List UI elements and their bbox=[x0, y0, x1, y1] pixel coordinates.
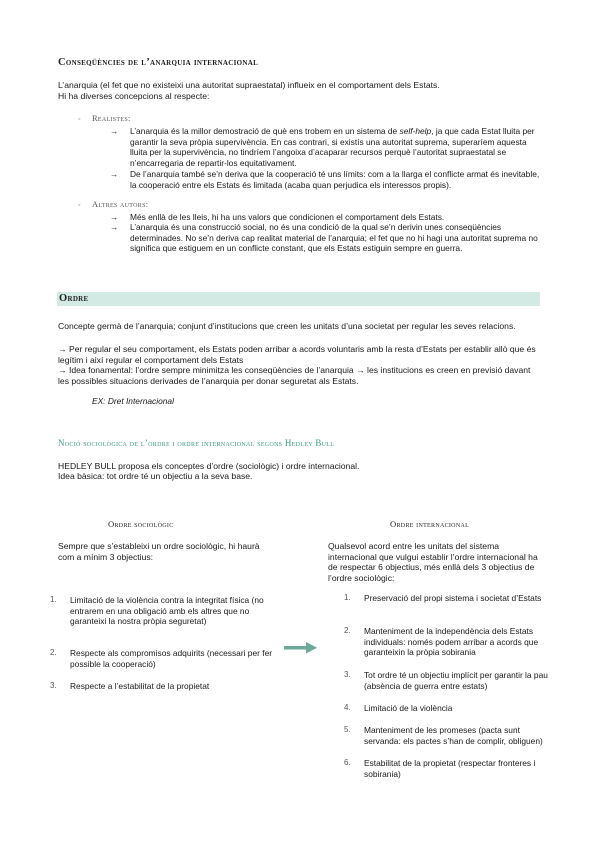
bullet-icon: ◦ bbox=[78, 201, 81, 209]
right-list-item-5 bbox=[344, 725, 558, 746]
ordre-para-2: → Per regular el seu comportament, els Estats poden arribar a acords voluntaris amb la resta d’Estats per establir allò que és legítim i així regular el comportament dels Estats bbox=[58, 344, 536, 365]
ordre-title: Ordre bbox=[59, 293, 89, 304]
right-list-item-3 bbox=[344, 670, 558, 691]
arrow-icon: → bbox=[110, 222, 119, 232]
self-help-term: self-help bbox=[399, 126, 432, 136]
right-column-intro: Qualsevol acord entre les unitats del sistema internacional que vulgui establir l’ordre internacional ha de respectar 6 objectius, més enllà dels 3 objectius de l’ordre sociològic: bbox=[328, 541, 538, 583]
list-text: Respecte a l’estabilitat de la propietat bbox=[70, 681, 210, 691]
realistes-item-1 bbox=[110, 126, 542, 168]
list-text: Limitació de la violència contra la integritat física (no entrarem en una obligació amb els altres que no garanteixi la nostra pròpia seguretat) bbox=[70, 595, 264, 627]
list-text: Tot ordre té un objectiu implícit per garantir la pau (absència de guerra entre estats) bbox=[364, 670, 548, 691]
list-number: 1. bbox=[344, 593, 351, 602]
left-list-item-1 bbox=[50, 595, 282, 627]
left-column-title: Ordre sociològic bbox=[108, 519, 174, 529]
list-text: Respecte als compromisos adquirits (necessari per fer possible la cooperació) bbox=[70, 648, 273, 669]
ordre-example: EX: Dret Internacional bbox=[92, 396, 174, 406]
right-list-item-2 bbox=[344, 626, 558, 658]
arrow-icon: → bbox=[110, 169, 119, 179]
section-intro: L’anarquia (el fet que no existeixi una autoritat supraestatal) influeix en el comportament dels Estats. Hi ha diverses concepcions al respecte: bbox=[58, 80, 440, 101]
list-number: 3. bbox=[344, 670, 351, 679]
altres-item-1 bbox=[110, 212, 542, 223]
bullet-realistes bbox=[78, 114, 131, 123]
list-number: 2. bbox=[344, 626, 351, 635]
altres-item-2 bbox=[110, 222, 542, 254]
ordre-para-3: → Idea fonamental: l’ordre sempre minimitza les conseqüències de l’anarquia → les institucions es creen en previsió davant les possibles situacions derivades de l’anarquia per donar seguretat als Estats. bbox=[58, 365, 531, 386]
list-text: Manteniment de les promeses (pacta sunt servanda: els pactes s’han de complir, obliguen) bbox=[364, 725, 543, 746]
item-text: Més enllà de les lleis, hi ha uns valors que condicionen el comportament dels Estats. bbox=[130, 212, 445, 222]
list-text: Limitació de la violència bbox=[364, 703, 453, 713]
right-column-title: Ordre internacional bbox=[390, 519, 470, 529]
ordre-heading-band bbox=[57, 292, 540, 306]
right-list-item-1 bbox=[344, 593, 558, 604]
hedley-bull-line-1: HEDLEY BULL proposa els conceptes d’ordre (sociològic) i ordre internacional. bbox=[58, 461, 360, 471]
list-number: 5. bbox=[344, 725, 351, 734]
item-text: L’anarquia és una construcció social, no és una condició de la qual se’n derivin unes conseqüències determinades. No se’n deriva cap realitat material de l’anarquia; el fet que no hi hagi una autoritat suprema no significa que estiguem en un conflicte constant, que els Estats estiguin sempre en guerra. bbox=[130, 222, 538, 254]
right-list-item-6 bbox=[344, 758, 558, 779]
item-text: De l’anarquia també se’n deriva que la cooperació té uns límits: com a la llarga el conflicte armat és inevitable, la cooperació entre els Estats és limitada (acaba quan perjudica els interessos propis). bbox=[130, 169, 540, 190]
list-text: Manteniment de la independència dels Estats individuals: només podem arribar a acords que garanteixin la pròpia sobirania bbox=[364, 626, 539, 658]
right-arrow-icon bbox=[284, 641, 318, 655]
list-text: Estabilitat de la propietat (respectar fronteres i sobirania) bbox=[364, 758, 536, 779]
right-list-item-4 bbox=[344, 703, 558, 714]
arrow-shaft bbox=[284, 646, 308, 650]
bullet-label: Altres autors: bbox=[92, 200, 149, 209]
left-list-item-2 bbox=[50, 648, 282, 669]
list-number: 3. bbox=[50, 681, 57, 690]
section-title-hedley-bull: Noció sociològica de l’ordre i ordre internacional segons Hedley Bull bbox=[58, 438, 335, 448]
ordre-para-1: Concepte germà de l’anarquia; conjunt d’institucions que creen les unitats d’una societat per regular les seves relacions. bbox=[58, 321, 516, 331]
item-text: L’anarquia és la millor demostració de què ens trobem en un sistema de self-help, ja que cada Estat lluita per garantir la seva pròpia supervivència. En cas contrari, si existís una autoritat suprema, superaríem aquesta lluita per la supervivència, no tindríem l’angoixa d’acaparar recursos perquè l’autoritat supraestatal se n’encarregaria de repartir-los equitativament. bbox=[130, 126, 535, 168]
list-number: 1. bbox=[50, 595, 57, 604]
arrow-icon: → bbox=[110, 126, 119, 136]
arrow-head bbox=[306, 642, 317, 654]
list-text: Preservació del propi sistema i societat d’Estats bbox=[364, 593, 542, 603]
realistes-item-2 bbox=[110, 169, 542, 190]
bullet-icon: ◦ bbox=[78, 115, 81, 123]
arrow-icon: → bbox=[110, 212, 119, 222]
bullet-label: Realistes: bbox=[92, 114, 131, 123]
left-column-intro: Sempre que s’estableixi un ordre sociològic, hi haurà com a mínim 3 objectius: bbox=[58, 541, 260, 562]
left-list-item-3 bbox=[50, 681, 282, 692]
hedley-bull-line-2: Idea bàsica: tot ordre té un objectiu a la seva base. bbox=[58, 471, 253, 481]
list-number: 6. bbox=[344, 758, 351, 767]
list-number: 2. bbox=[50, 648, 57, 657]
section-title-consequencies: Conseqüències de l’anarquia internacional bbox=[58, 57, 259, 68]
bullet-altres-autors bbox=[78, 200, 148, 209]
list-number: 4. bbox=[344, 703, 351, 712]
